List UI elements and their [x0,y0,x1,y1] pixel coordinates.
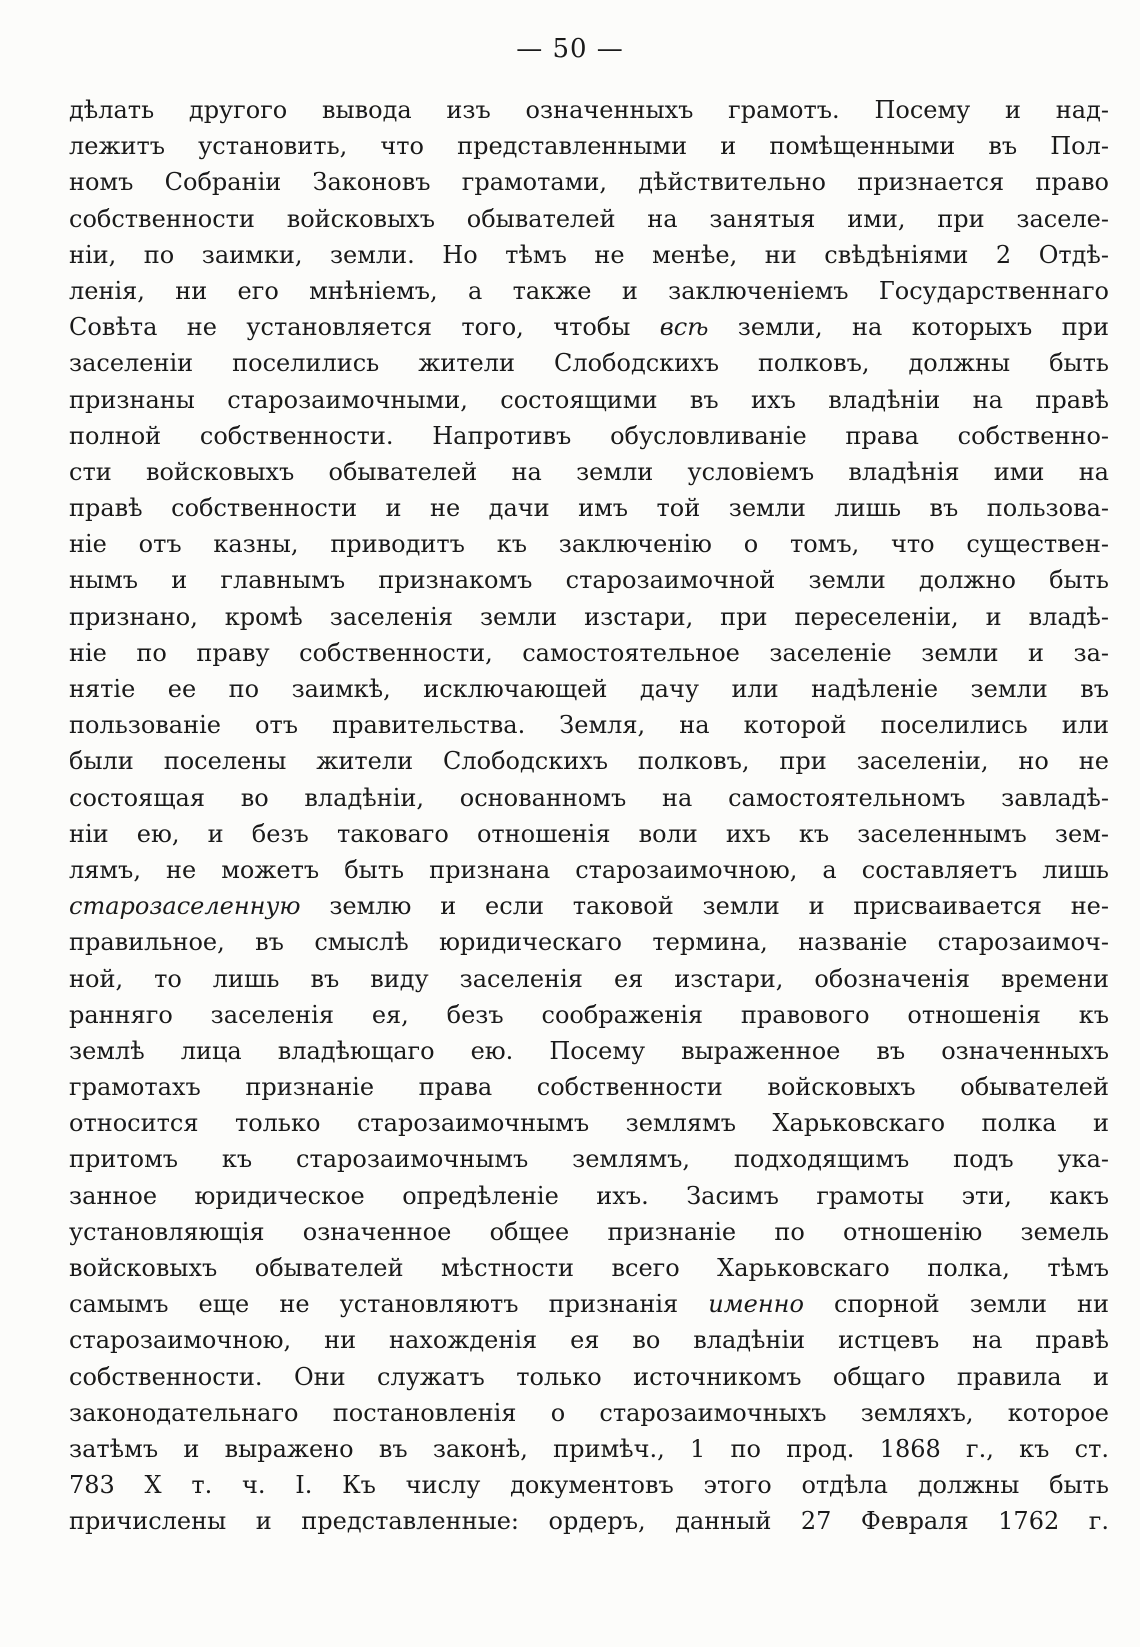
text-segment: ніе по праву собственности, самостоятельное заселеніе земли и за- [69,638,1109,667]
text-line [69,1033,1109,1069]
text-line [69,382,1109,418]
text-line [69,924,1109,960]
italic-text: всѣ [659,313,709,342]
body-text [69,92,1109,1540]
text-line [69,237,1109,273]
text-line [69,635,1109,671]
text-line [69,418,1109,454]
text-line [69,1286,1109,1322]
text-segment: правильное, въ смыслѣ юридическаго термина, названіе старозаимоч- [69,928,1109,957]
text-segment: номъ Собраніи Законовъ грамотами, дѣйствительно признается право [69,168,1109,197]
text-line [69,201,1109,237]
text-segment: земли, на которыхъ при [708,313,1110,342]
page-number: — 50 — [516,34,624,64]
text-segment: притомъ къ старозаимочнымъ землямъ, подходящимъ подъ ука- [69,1145,1109,1174]
text-line [69,852,1109,888]
text-segment: заселеніи поселились жители Слободскихъ полковъ, должны быть [69,349,1109,378]
text-segment: собственности войсковыхъ обывателей на занятыя ими, при заселе- [69,204,1109,233]
text-segment: ранняго заселенія ея, безъ соображенія правового отношенія къ [69,1000,1109,1029]
text-line [69,92,1109,128]
text-line [69,599,1109,635]
text-line [69,1178,1109,1214]
text-line [69,780,1109,816]
text-segment: нымъ и главнымъ признакомъ старозаимочной земли должно быть [69,566,1109,595]
text-line [69,1467,1109,1503]
text-line [69,1069,1109,1105]
text-segment: признано, кромѣ заселенія земли изстари, при переселеніи, и владѣ- [69,602,1109,631]
text-segment: самымъ еще не установляютъ признанія [69,1290,709,1319]
text-segment: ніи ею, и безъ таковаго отношенія воли ихъ къ заселеннымъ зем- [69,819,1109,848]
text-line [69,1359,1109,1395]
text-line [69,273,1109,309]
text-line [69,997,1109,1033]
text-line [69,1214,1109,1250]
text-line [69,345,1109,381]
italic-text: старозаселенную [69,892,301,921]
text-line [69,454,1109,490]
text-line [69,562,1109,598]
text-line [69,128,1109,164]
text-segment: правѣ собственности и не дачи имъ той земли лишь въ пользова- [69,494,1109,523]
text-line [69,526,1109,562]
text-line [69,1250,1109,1286]
text-line [69,1395,1109,1431]
text-segment: сти войсковыхъ обывателей на земли условіемъ владѣнія ими на [69,457,1109,486]
text-line [69,671,1109,707]
text-segment: ной, то лишь въ виду заселенія ея изстари, обозначенія времени [69,964,1109,993]
text-segment: ленія, ни его мнѣніемъ, а также и заключеніемъ Государственнаго [69,276,1109,305]
text-segment: дѣлать другого вывода изъ означенныхъ грамотъ. Посему и над- [69,96,1109,124]
text-line [69,1105,1109,1141]
text-segment: относится только старозаимочнымъ землямъ Харьковскаго полка и [69,1109,1109,1138]
text-segment: 783 X т. ч. I. Къ числу документовъ этого отдѣла должны быть [69,1471,1109,1500]
text-segment: лямъ, не можетъ быть признана старозаимочною, а составляетъ лишь [69,855,1109,884]
text-segment: полной собственности. Напротивъ обусловливаніе права собственно- [69,421,1109,450]
text-segment: старозаимочною, ни нахожденія ея во владѣніи истцевъ на правѣ [69,1326,1109,1355]
text-segment: лежитъ установить, что представленными и помѣщенными въ Пол- [69,132,1109,161]
text-segment: причислены и представленные: ордеръ, данный 27 Февраля 1762 г. [69,1507,1109,1536]
text-line [69,490,1109,526]
text-segment: собственности. Они служатъ только источникомъ общаго правила и [69,1362,1109,1391]
text-line [69,309,1109,345]
text-segment: пользованіе отъ правительства. Земля, на которой поселились или [69,711,1109,740]
text-segment: установляющія означенное общее признаніе по отношенію земель [69,1217,1109,1246]
text-segment: ніе отъ казны, приводитъ къ заключенію о томъ, что существен- [69,530,1109,559]
text-segment: войсковыхъ обывателей мѣстности всего Харьковскаго полка, тѣмъ [69,1254,1109,1282]
text-segment: землю и если таковой земли и присваивается не- [300,892,1109,921]
text-line [69,816,1109,852]
italic-text: именно [708,1290,804,1319]
text-line [69,743,1109,779]
text-line [69,1431,1109,1467]
text-segment: состоящая во владѣніи, основанномъ на самостоятельномъ завладѣ- [69,783,1109,812]
text-segment: нятіе ее по заимкѣ, исключающей дачу или надѣленіе земли въ [69,675,1109,703]
text-segment: Совѣта не установляется того, чтобы [69,313,660,342]
text-segment: признаны старозаимочными, состоящими въ ихъ владѣніи на правѣ [69,385,1109,414]
text-segment: были поселены жители Слободскихъ полковъ, при заселеніи, но не [69,747,1109,776]
text-segment: затѣмъ и выражено въ законѣ, примѣч., 1 по прод. 1868 г., къ ст. [69,1434,1109,1463]
text-line [69,1322,1109,1358]
text-line [69,961,1109,997]
text-segment: грамотахъ признаніе права собственности войсковыхъ обывателей [69,1073,1109,1102]
text-segment: ніи, по заимки, земли. Но тѣмъ не менѣе, ни свѣдѣніями 2 Отдѣ- [69,240,1109,269]
text-segment: законодательнаго постановленія о старозаимочныхъ земляхъ, которое [69,1398,1109,1427]
text-line [69,888,1109,924]
text-segment: спорной земли ни [803,1290,1110,1319]
text-line [69,1503,1109,1539]
text-line [69,164,1109,200]
text-segment: занное юридическое опредѣленіе ихъ. Засимъ грамоты эти, какъ [69,1181,1109,1210]
text-line [69,707,1109,743]
text-segment: землѣ лица владѣющаго ею. Посему выраженное въ означенныхъ [69,1036,1109,1065]
text-line [69,1141,1109,1177]
